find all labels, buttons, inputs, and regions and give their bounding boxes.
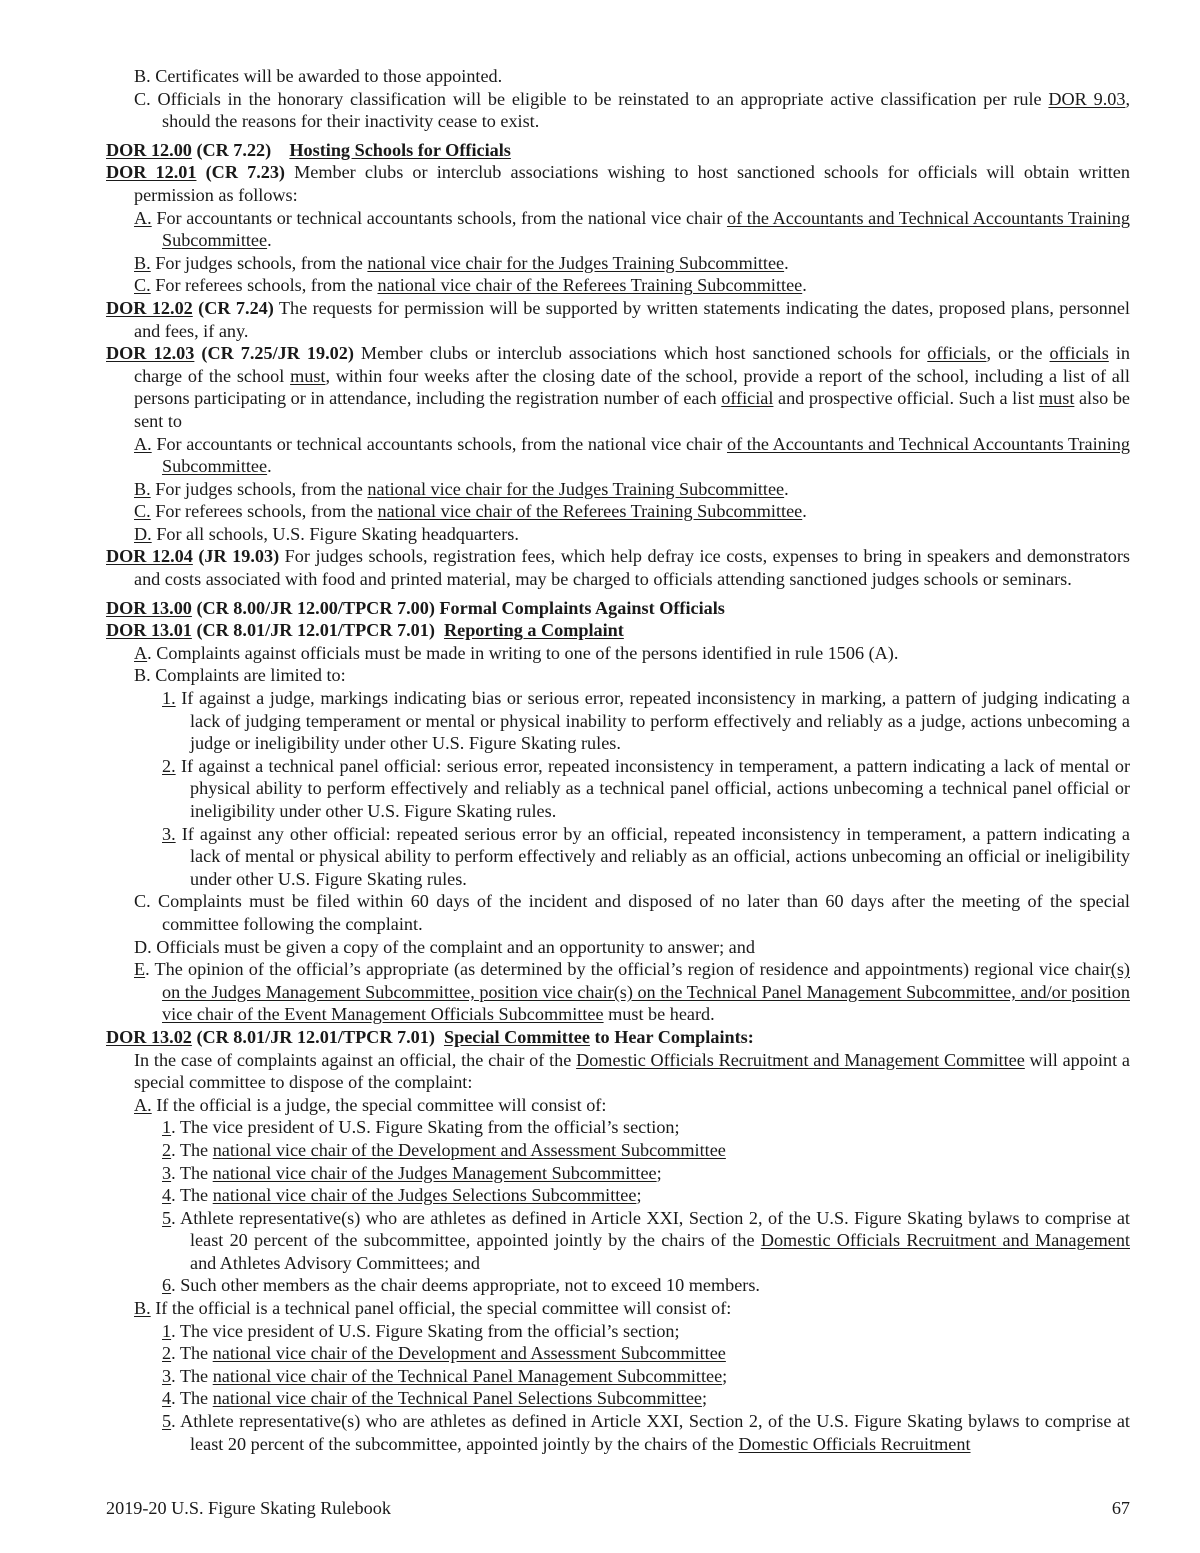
- rule-paragraph: [106, 297, 1130, 342]
- item-label: 5: [162, 1411, 172, 1432]
- item-text: For all schools, U.S. Figure Skating headquarters.: [151, 523, 519, 544]
- cross-reference: (CR 8.01/JR 12.01/TPCR 7.01): [191, 1026, 444, 1047]
- list-item: [106, 1274, 1130, 1297]
- list-item: [106, 1184, 1130, 1207]
- item-label: 3: [162, 1162, 172, 1183]
- item-text: B. Certificates will be awarded to those appointed.: [134, 66, 503, 86]
- item-text: For referees schools, from the: [150, 275, 378, 296]
- rule-heading: [106, 619, 1130, 642]
- list-item: [106, 1320, 1130, 1343]
- rule-text: , or the: [986, 343, 1050, 364]
- item-text: If the official is a technical panel official, the special committee will consist of:: [150, 1298, 732, 1319]
- item-label: B.: [134, 478, 151, 499]
- rule-text-underlined: must: [290, 365, 326, 386]
- list-item: [106, 1139, 1130, 1162]
- rule-id: DOR 12.04: [106, 546, 193, 567]
- item-text: .: [784, 252, 789, 273]
- item-label: 3.: [162, 823, 176, 844]
- rule-heading: [106, 139, 1130, 162]
- item-text-underlined: national vice chair of the Technical Panel Selections Subcommittee: [212, 1388, 702, 1409]
- list-item: [106, 1297, 1130, 1320]
- item-text: If against a judge, markings indicating bias or serious error, repeated inconsistency in marking, a pattern of judging indicating a lack of judging temperament or mental or physical inability to perform effectively and reliably as a judge, actions unbecoming a judge or ineligibility under other U.S. Figure Skating rules.: [175, 688, 1130, 754]
- rule-id: DOR 13.01: [106, 620, 192, 641]
- item-text-underlined: of the Accountants and Technical Accountants Training Subcommittee: [162, 207, 1130, 251]
- item-label: 1: [162, 1320, 172, 1341]
- item-label: 4: [162, 1185, 172, 1206]
- rule-text: also be sent to: [134, 388, 1130, 431]
- rule-id: DOR 12.01: [106, 162, 197, 183]
- item-text-underlined: national vice chair for the Judges Training Subcommittee: [367, 478, 785, 499]
- list-item: [106, 1365, 1130, 1388]
- item-text: and Athletes Advisory Committees; and: [190, 1252, 480, 1273]
- rule-title: (CR 8.00/JR 12.00/TPCR 7.00) Formal Complaints Against Officials: [191, 597, 725, 618]
- rule-title-suffix: to Hear Complaints:: [589, 1026, 754, 1047]
- rule-paragraph: [106, 161, 1130, 206]
- item-label: C.: [134, 275, 151, 296]
- cross-reference: (CR 7.25/JR 19.02): [194, 343, 354, 364]
- cross-reference: (CR 7.24): [192, 297, 274, 318]
- item-label: 3: [162, 1365, 172, 1386]
- cross-reference: (CR 7.22): [191, 139, 290, 160]
- list-item: [106, 478, 1130, 501]
- item-label: A.: [134, 207, 152, 228]
- item-label: 5: [162, 1207, 172, 1228]
- item-text: For referees schools, from the: [150, 501, 378, 522]
- rule-text: will appoint a special committee to dispose of the complaint:: [134, 1049, 1130, 1093]
- rule-heading: [106, 597, 1130, 620]
- item-text: . The vice president of U.S. Figure Skating from the official’s section;: [171, 1117, 680, 1138]
- item-text: ;: [701, 1388, 708, 1409]
- item-text: For accountants or technical accountants schools, from the national vice chair: [151, 433, 727, 454]
- item-text-underlined: national vice chair of the Judges Management Subcommittee: [212, 1162, 657, 1183]
- list-item: [106, 936, 1130, 959]
- item-text-underlined: national vice chair of the Development and Assessment Subcommittee: [212, 1139, 726, 1160]
- item-label: A: [134, 642, 148, 663]
- list-item: [106, 642, 1130, 665]
- item-label: C.: [134, 501, 151, 522]
- rule-text: , within four weeks after the closing date of the school, provide a report of the school, including a list of all persons participating or in attendance, including the registration number of each: [134, 365, 1130, 409]
- item-label: E: [134, 959, 146, 980]
- rule-heading: [106, 1026, 1130, 1049]
- item-text: . The: [171, 1343, 213, 1364]
- item-text: ;: [656, 1162, 662, 1183]
- rule-reference-link[interactable]: DOR 9.03: [1048, 88, 1126, 109]
- list-item: [106, 252, 1130, 275]
- rule-title: Hosting Schools for Officials: [289, 139, 511, 160]
- item-label: 4: [162, 1388, 172, 1409]
- rule-paragraph: [106, 545, 1130, 590]
- list-item: [106, 823, 1130, 891]
- list-item: [106, 890, 1130, 935]
- rule-text: Member clubs or interclub associations which host sanctioned schools for: [353, 343, 928, 364]
- item-label: 1.: [162, 688, 176, 709]
- item-label: B.: [134, 1298, 151, 1319]
- item-text: . Athlete representative(s) who are athletes as defined in Article XXI, Section 2, of the U.S. Figure Skating bylaws to comprise at least 20 percent of the subcommittee, appointed jointly by the chairs of the: [171, 1207, 1130, 1251]
- item-text: For judges schools, from the: [150, 478, 368, 499]
- committee-name: Domestic Officials Recruitment and Management Committee: [576, 1049, 1025, 1070]
- rule-id: DOR 12.02: [106, 297, 193, 318]
- item-label: A.: [134, 1094, 152, 1115]
- item-label: A.: [134, 433, 152, 454]
- item-text-underlined: national vice chair of the Referees Training Subcommittee: [377, 275, 803, 296]
- rule-text: For judges schools, registration fees, which help defray ice costs, expenses to bring in speakers and demonstrators and costs associated with food and printed material, may be charged to officials attending sanctioned judges schools or seminars.: [134, 546, 1130, 590]
- item-text: If the official is a judge, the special committee will consist of:: [151, 1094, 607, 1115]
- cross-reference: (CR 7.23): [196, 162, 285, 183]
- item-text: . The: [171, 1365, 213, 1386]
- list-item: [106, 755, 1130, 823]
- list-item: [106, 1162, 1130, 1185]
- item-text: C. Officials in the honorary classification will be eligible to be reinstated to an appropriate active classification per rule: [134, 88, 1049, 109]
- item-label: 1: [162, 1117, 172, 1138]
- list-item: [106, 664, 1130, 687]
- item-text: . The: [171, 1185, 213, 1206]
- item-text: C. Complaints must be filed within 60 days of the incident and disposed of no later than 60 days after the meeting of the special committee following the complaint.: [134, 891, 1130, 934]
- item-text: .: [802, 275, 807, 296]
- item-label: 6: [162, 1275, 172, 1296]
- item-text-underlined: Domestic Officials Recruitment and Management: [760, 1230, 1130, 1251]
- item-text: B. Complaints are limited to:: [134, 665, 346, 686]
- item-text-underlined: national vice chair of the Development and Assessment Subcommittee: [212, 1343, 726, 1364]
- item-text: . The vice president of U.S. Figure Skating from the official’s section;: [171, 1320, 680, 1341]
- rule-text-underlined: must: [1039, 388, 1075, 409]
- rule-text: in charge of the school: [134, 343, 1130, 386]
- item-text: For judges schools, from the: [150, 252, 368, 273]
- item-text-underlined: national vice chair for the Judges Training Subcommittee: [367, 252, 785, 273]
- rule-text-paragraph: [106, 1049, 1130, 1094]
- page-content: [106, 65, 1130, 1455]
- list-item: [106, 523, 1130, 546]
- item-text: . The opinion of the official’s appropriate (as determined by the official’s region of residence and appointments) regional vice chair: [145, 959, 1111, 980]
- rule-text: The requests for permission will be supported by written statements indicating the dates, proposed plans, personnel and fees, if any.: [134, 297, 1130, 341]
- rule-id: DOR 12.03: [106, 343, 195, 364]
- rule-id: DOR 12.00: [106, 139, 192, 160]
- rule-text-underlined: officials: [927, 343, 987, 364]
- item-text: . The: [171, 1388, 213, 1409]
- cross-reference: (CR 8.01/JR 12.01/TPCR 7.01): [191, 620, 444, 641]
- list-item: [106, 1207, 1130, 1275]
- rule-text-underlined: official: [721, 388, 774, 409]
- item-label: B.: [134, 252, 151, 273]
- list-item: [106, 88, 1130, 133]
- item-text: . Such other members as the chair deems appropriate, not to exceed 10 members.: [171, 1275, 760, 1296]
- item-label: D.: [134, 523, 152, 544]
- item-text: .: [267, 230, 272, 251]
- item-text-underlined: Domestic Officials Recruitment: [738, 1433, 971, 1454]
- item-text-underlined: national vice chair of the Referees Training Subcommittee: [377, 501, 803, 522]
- rule-text: Member clubs or interclub associations wishing to host sanctioned schools for officials will obtain written permission as follows:: [134, 162, 1130, 205]
- rule-text: In the case of complaints against an official, the chair of the: [134, 1049, 577, 1070]
- list-item: [106, 1116, 1130, 1139]
- rule-paragraph: [106, 342, 1130, 432]
- list-item: [106, 207, 1130, 252]
- rule-id: DOR 13.02: [106, 1026, 192, 1047]
- item-text: D. Officials must be given a copy of the complaint and an opportunity to answer; and: [134, 936, 755, 957]
- rule-text-underlined: officials: [1049, 343, 1109, 364]
- item-text: . The: [171, 1139, 213, 1160]
- item-text: If against any other official: repeated serious error by an official, repeated inconsistency in temperament, a pattern indicating a lack of mental or physical ability to perform effectively and reliably as an official, actions unbecoming an official or ineligibility under other U.S. Figure Skating rules.: [175, 823, 1130, 889]
- item-text: . Complaints against officials must be made in writing to one of the persons identified in rule 1506 (A).: [147, 642, 899, 663]
- footer-title: 2019-20 U.S. Figure Skating Rulebook: [106, 1498, 391, 1518]
- item-text: .: [802, 501, 807, 522]
- list-item: [106, 1342, 1130, 1365]
- item-text-underlined: national vice chair of the Technical Panel Management Subcommittee: [212, 1365, 723, 1386]
- rule-title: Special Committee: [443, 1026, 590, 1047]
- list-item: [106, 958, 1130, 1026]
- item-label: 2: [162, 1139, 172, 1160]
- list-item: [106, 274, 1130, 297]
- item-label: 2.: [162, 755, 176, 776]
- page-number: 67: [1111, 1498, 1130, 1518]
- rule-id: DOR 13.00: [106, 597, 192, 618]
- item-text: .: [784, 478, 789, 499]
- list-item: [106, 1410, 1130, 1455]
- rule-text: and prospective official. Such a list: [773, 388, 1039, 409]
- item-text: . The: [171, 1162, 213, 1183]
- list-item: [106, 1387, 1130, 1410]
- list-item: [106, 1094, 1130, 1117]
- item-text: .: [267, 456, 272, 477]
- item-text-underlined: (s) on the Judges Management Subcommittee, position vice chair(s) on the Technical Panel Management Subcommittee, and/or position vice chair of the Event Management Officials Subcommittee: [162, 959, 1130, 1025]
- item-text: . Athlete representative(s) who are athletes as defined in Article XXI, Section 2, of the U.S. Figure Skating bylaws to comprise at least 20 percent of the subcommittee, appointed jointly by the chairs of the: [171, 1411, 1130, 1454]
- item-text: If against a technical panel official: serious error, repeated inconsistency in temperament, a pattern indicating a lack of mental or physical ability to perform effectively and reliably as a technical panel official, actions unbecoming a technical panel official or ineligibility under other U.S. Figure Skating rules.: [175, 755, 1130, 821]
- item-text: ;: [636, 1185, 642, 1206]
- item-text-underlined: national vice chair of the Judges Selections Subcommittee: [212, 1185, 637, 1206]
- list-item: [106, 433, 1130, 478]
- rule-title: Reporting a Complaint: [443, 620, 624, 641]
- item-text: , should the reasons for their inactivity cease to exist.: [162, 88, 1130, 132]
- item-text-underlined: of the Accountants and Technical Accountants Training Subcommittee: [162, 433, 1130, 477]
- list-item: [106, 500, 1130, 523]
- list-item: [106, 687, 1130, 755]
- item-label: 2: [162, 1343, 172, 1364]
- item-text: must be heard.: [603, 1004, 715, 1025]
- list-item: [106, 65, 1130, 88]
- cross-reference: (JR 19.03): [192, 546, 280, 567]
- item-text: For accountants or technical accountants schools, from the national vice chair: [151, 207, 727, 228]
- item-text: ;: [722, 1365, 728, 1386]
